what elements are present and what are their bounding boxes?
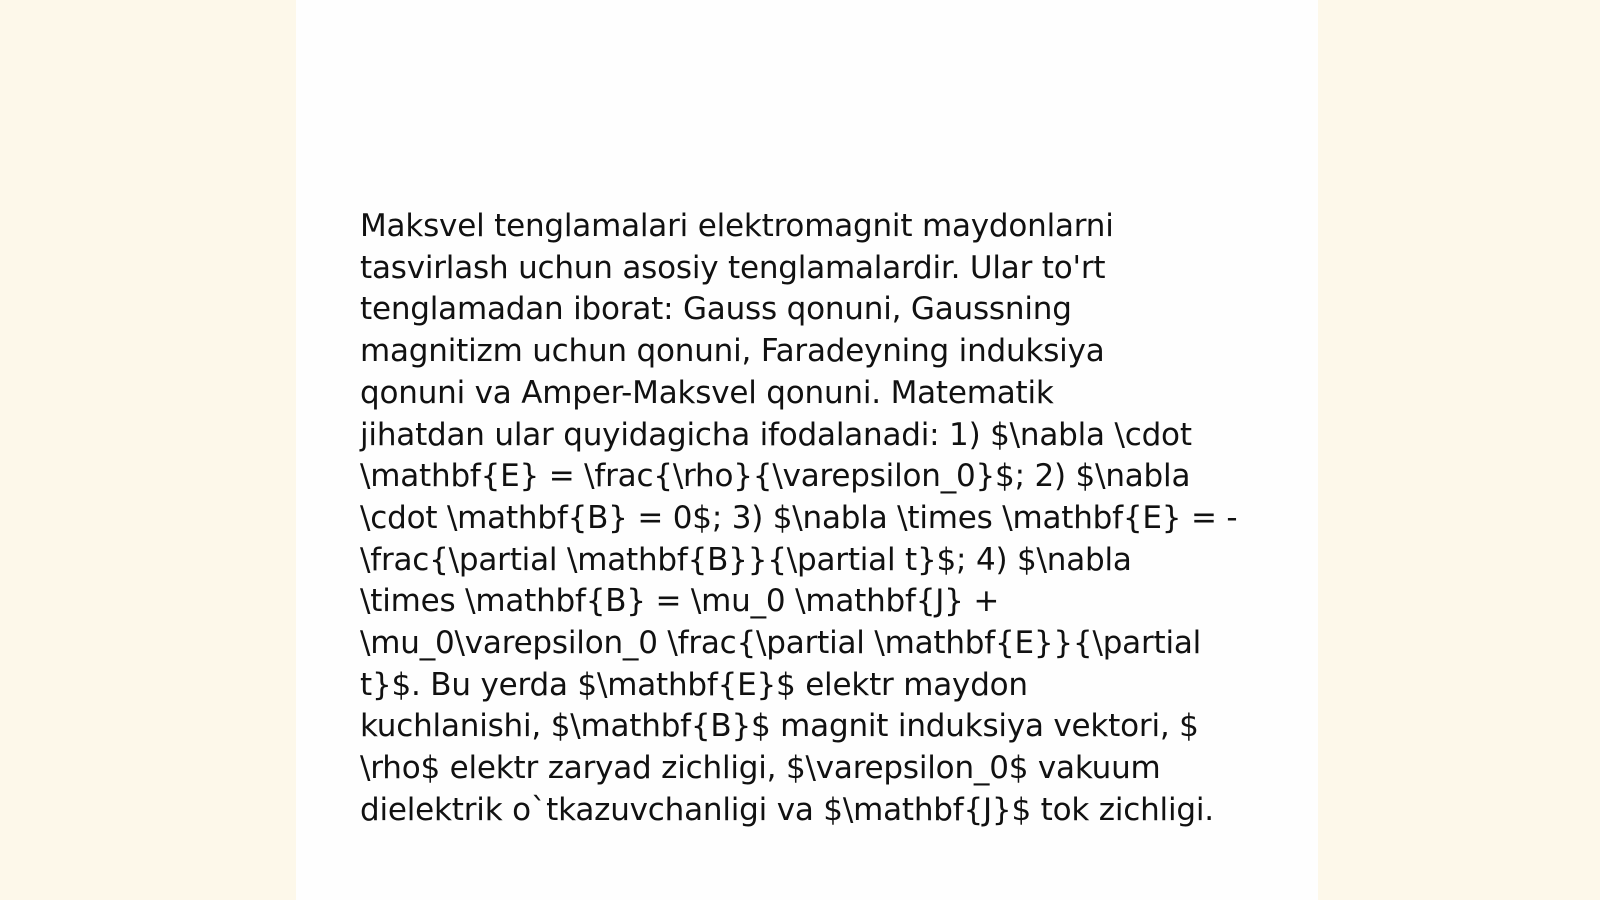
paragraph-line: Maksvel tenglamalari elektromagnit maydonlarni	[360, 208, 1114, 244]
paragraph-line: kuchlanishi, $\mathbf{B}$ magnit induksiya vektori, $	[360, 708, 1199, 745]
paragraph-line: \mathbf{E} = \frac{\rho}{\varepsilon_0}$; 2) $\nabla	[360, 458, 1191, 495]
body-paragraph	[360, 206, 1260, 832]
paragraph-line: t}$. Bu yerda $\mathbf{E}$ elektr maydon	[360, 666, 1028, 703]
paragraph-line: \frac{\partial \mathbf{B}}{\partial t}$; 4) $\nabla	[360, 541, 1132, 578]
paragraph-line: dielektrik o`tkazuvchanligi va $\mathbf{J}$ tok zichligi.	[360, 791, 1214, 828]
paragraph-line: jihatdan ular quyidagicha ifodalanadi: 1) $\nabla \cdot	[360, 416, 1192, 453]
paragraph-line: \mu_0\varepsilon_0 \frac{\partial \mathbf{E}}{\partial	[360, 625, 1202, 662]
paragraph-line: tasvirlash uchun asosiy tenglamalardir. Ular to'rt	[360, 249, 1106, 286]
paragraph-line: tenglamadan iborat: Gauss qonuni, Gaussning	[360, 291, 1072, 328]
paragraph-line: \cdot \mathbf{B} = 0$; 3) $\nabla \times \mathbf{E} = -	[360, 499, 1238, 536]
paragraph-line: magnitizm uchun qonuni, Faradeyning induksiya	[360, 333, 1105, 370]
paragraph-line: \rho$ elektr zaryad zichligi, $\varepsilon_0$ vakuum	[360, 750, 1161, 787]
document-page	[296, 0, 1318, 900]
paragraph-line: \times \mathbf{B} = \mu_0 \mathbf{J} +	[360, 583, 1000, 620]
paragraph-line: qonuni va Amper-Maksvel qonuni. Matematik	[360, 374, 1054, 411]
